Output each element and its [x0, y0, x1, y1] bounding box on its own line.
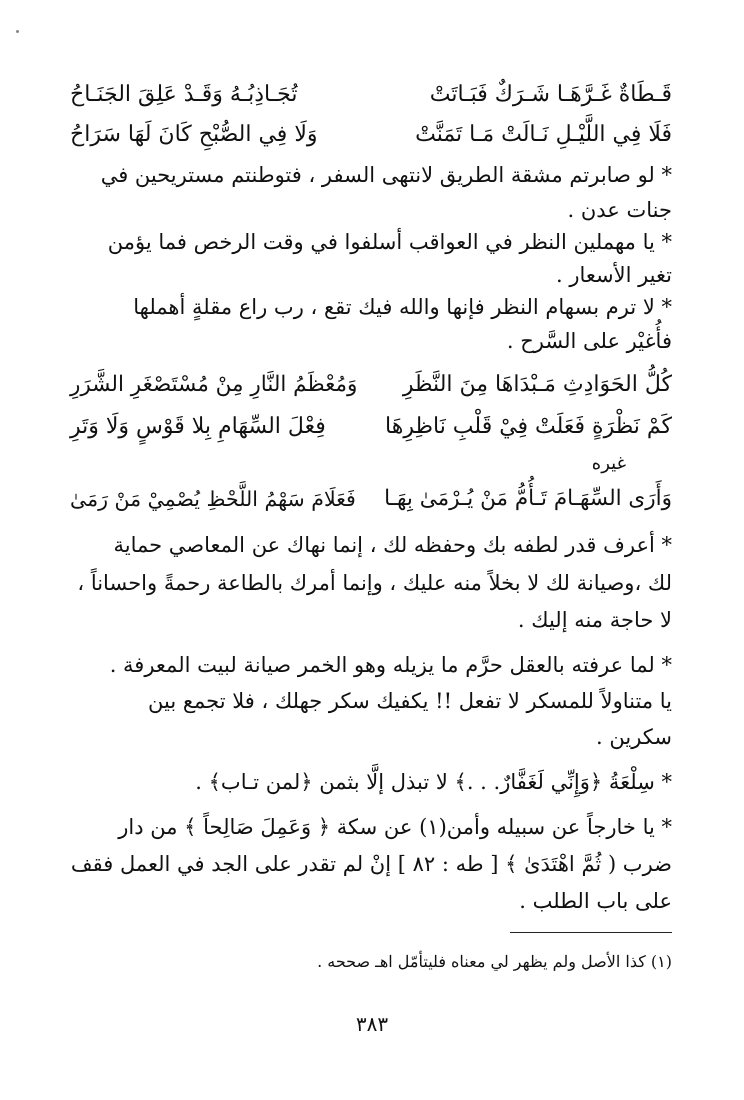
verse-line — [70, 78, 672, 112]
verse-line — [70, 118, 672, 152]
paragraph-line: * يا خارجاً عن سبيله وأمن(١) عن سكة ﴿ وَعَمِلَ صَالِحاً ﴾ من دار — [118, 815, 672, 839]
verse-line — [70, 368, 672, 402]
paragraph-line: لا حاجة منه إليك . — [517, 608, 672, 632]
verse-line — [70, 482, 672, 516]
verse-hemistich-right: كُلُّ الحَوَادِثِ مَـبْدَاهَا مِنَ النَّظَرِ — [402, 372, 672, 397]
verse-hemistich-left: وَلَا فِي الصُّبْحِ كَانَ لَهَا سَرَاحُ — [70, 122, 318, 147]
verse-attribution: غيره — [591, 453, 626, 474]
paragraph-line: * أعرف قدر لطفه بك وحفظه لك ، إنما نهاك عن المعاصي حماية — [113, 533, 672, 557]
verse-hemistich-right: كَمْ نَظْرَةٍ فَعَلَتْ فِيْ قَلْبِ نَاظِرِهَا — [385, 414, 672, 439]
paragraph-line: لك ،وصيانة لك لا بخلاً منه عليك ، وإنما أمرك بالطاعة رحمةً واحساناً ، — [77, 571, 672, 595]
footnote-separator — [510, 932, 672, 933]
paragraph-line: يا متناولاً للمسكر لا تفعل !! يكفيك سكر جهلك ، فلا تجمع بين — [148, 689, 672, 713]
paragraph-line: على باب الطلب . — [519, 889, 672, 913]
verse-hemistich-left: تُجَـاذِبُـهُ وَقَـدْ عَلِقَ الجَنَـاحُ — [70, 82, 298, 107]
paragraph-line: * سِلْعَةُ ﴿وَإِنِّي لَغَفَّارٌ. . .﴾ لا تبذل إلَّا بثمن ﴿لمن تـاب﴾ . — [195, 770, 672, 794]
paragraph-line: جنات عدن . — [567, 198, 672, 222]
verse-line — [70, 410, 672, 444]
paragraph-line: * لما عرفته بالعقل حرَّم ما يزيله وهو الخمر صيانة لبيت المعرفة . — [109, 653, 672, 677]
paragraph-line: سكرين . — [596, 725, 672, 749]
paragraph-line: * لو صابرتم مشقة الطريق لانتهى السفر ، فتوطنتم مستريحين في — [100, 163, 672, 187]
verse-hemistich-left: وَمُعْظَمُ النَّارِ مِنْ مُسْتَصْغَرِ الشَّرَرِ — [70, 372, 358, 397]
paragraph-line: * يا مهملين النظر في العواقب أسلفوا في وقت الرخص فما يؤمن — [107, 230, 672, 254]
verse-hemistich-right: فَلَا فِي اللَّيْـلِ نَـالَتْ مَـا تَمَنَّتْ — [415, 122, 672, 147]
paragraph-line: ضرب ( ثُمَّ اهْتَدَىٰ ﴾ [ طه : ٨٢ ] إنْ لم تقدر على الجد في العمل فقف — [70, 852, 672, 876]
margin-mark — [16, 30, 19, 33]
footnote: (١) كذا الأصل ولم يظهر لي معناه فليتأمّل اهـ صححه . — [317, 952, 672, 971]
verse-hemistich-left: فِعْلَ السِّهَامِ بِلا قَوْسٍ وَلَا وَتَرِ — [70, 414, 326, 439]
verse-hemistich-left: فَعَلَامَ سَهْمُ اللَّحْظِ يُصْمِيْ مَنْ رَمَىٰ — [70, 487, 356, 511]
verse-hemistich-right: وَأَرَى السِّهَـامَ تَـأُمُّ مَنْ يُـرْمَىٰ بِهَـا — [384, 486, 672, 511]
paragraph-line: * لا ترم بسهام النظر فإنها والله فيك تقع ، رب راع مقلةٍ أهملها — [133, 295, 672, 319]
verse-hemistich-right: قَـطَاةٌ غَـرَّهَـا شَـرَكٌ فَبَـاتَتْ — [429, 82, 672, 107]
paragraph-line: تغير الأسعار . — [555, 263, 672, 287]
paragraph-line: فأُغيْر على السَّرح . — [506, 329, 672, 353]
page-number: ٣٨٣ — [355, 1012, 389, 1036]
